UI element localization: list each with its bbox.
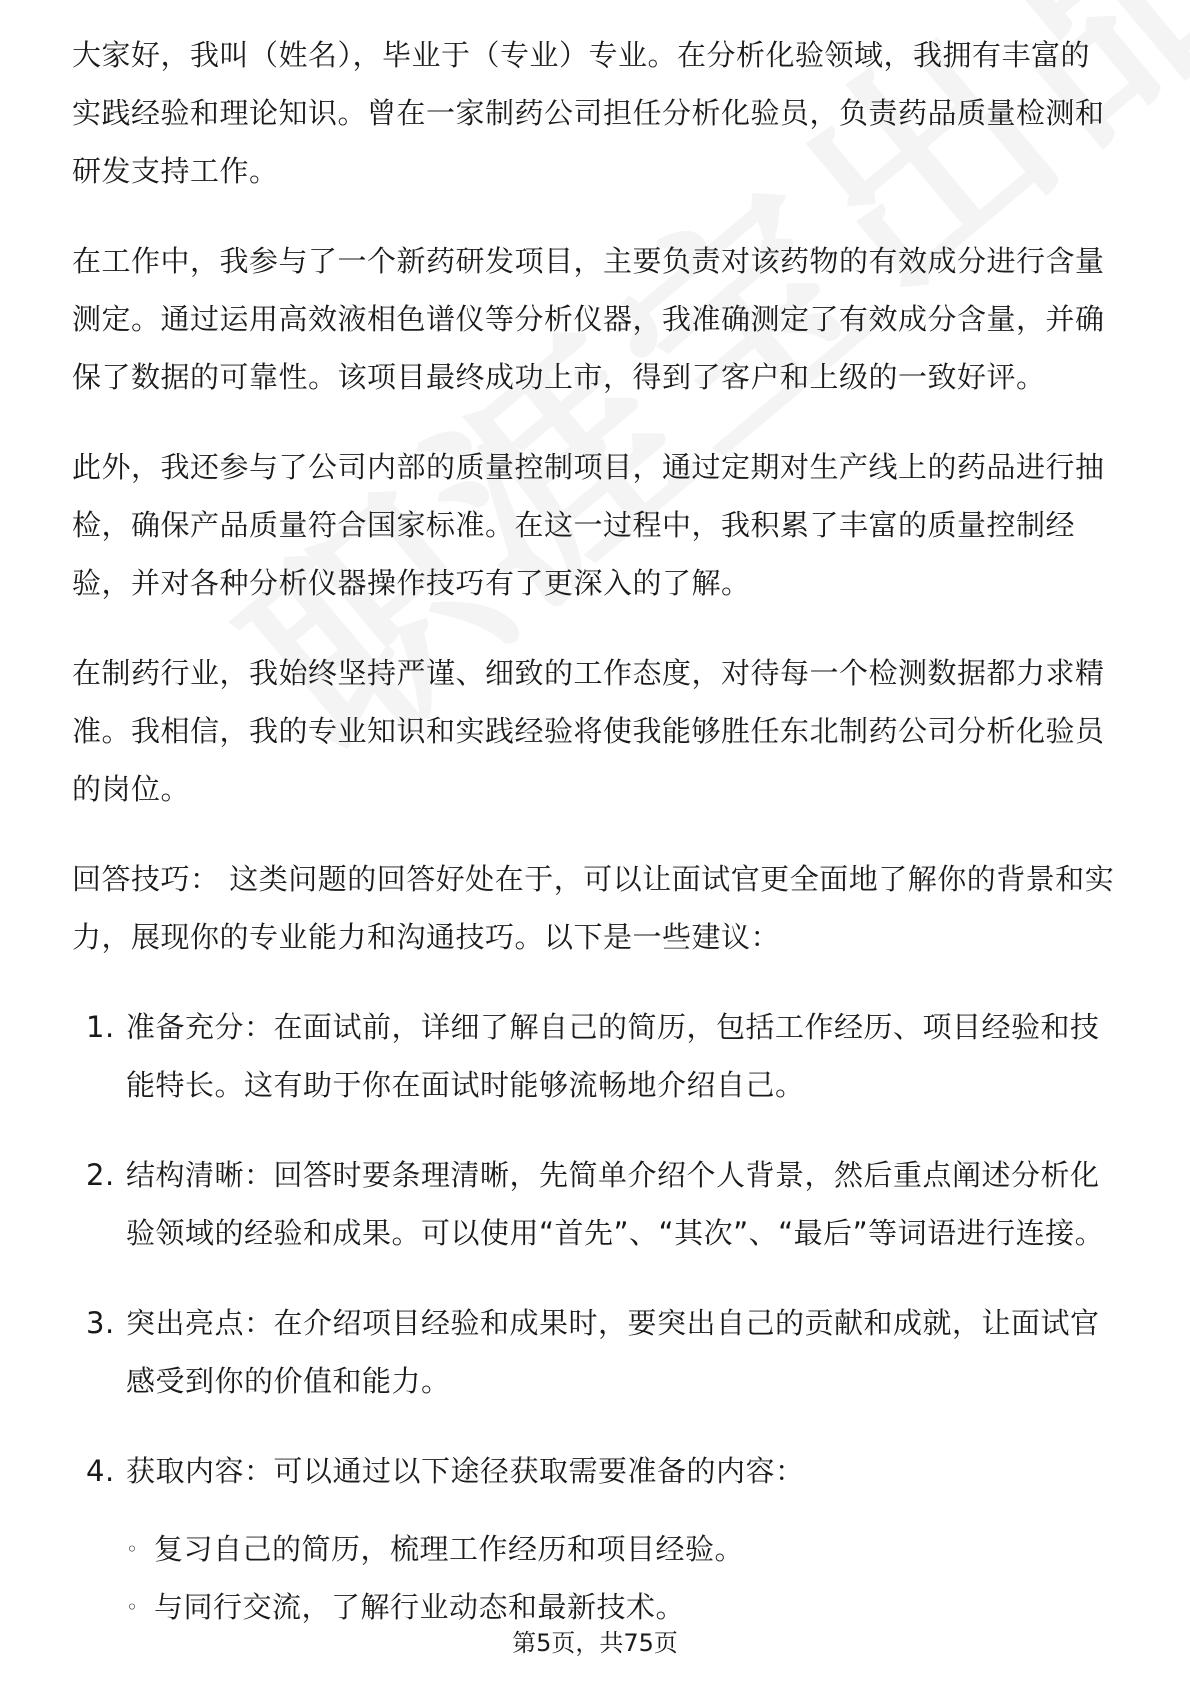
bullet-item-text: 与同行交流，了解行业动态和最新技术。 xyxy=(154,1590,686,1624)
paragraph-intro: 大家好，我叫（姓名），毕业于（专业）专业。在分析化验领域，我拥有丰富的实践经验和理论知识。曾在一家制药公司担任分析化验员，负责药品质量检测和研发支持工作。 xyxy=(72,38,1105,188)
list-item-text: 突出亮点：在介绍项目经验和成果时，要突出自己的贡献和成就，让面试官感受到你的价值和能力。 xyxy=(126,1306,1100,1398)
paragraph-quality-control: 此外，我还参与了公司内部的质量控制项目，通过定期对生产线上的药品进行抽检，确保产品质量符合国家标准。在这一过程中，我积累了丰富的质量控制经验，并对各种分析仪器操作技巧有了更深入的了解。 xyxy=(72,450,1105,600)
bullet-item-text: 复习自己的简历，梳理工作经历和项目经验。 xyxy=(154,1532,745,1566)
list-item xyxy=(72,998,1118,1114)
paragraph-attitude: 在制药行业，我始终坚持严谨、细致的工作态度，对待每一个检测数据都力求精准。我相信，我的专业知识和实践经验将使我能够胜任东北制药公司分析化验员的岗位。 xyxy=(72,656,1105,806)
paragraph-answer-tips: 回答技巧： 这类问题的回答好处在于，可以让面试官更全面地了解你的背景和实力，展现你的专业能力和沟通技巧。以下是一些建议： xyxy=(72,862,1115,954)
list-item xyxy=(72,1442,1118,1500)
list-number: 1. xyxy=(86,1010,115,1044)
list-item-text: 结构清晰：回答时要条理清晰，先简单介绍个人背景，然后重点阐述分析化验领域的经验和成果。可以使用“首先”、“其次”、“最后”等词语进行连接。 xyxy=(126,1158,1105,1250)
list-item xyxy=(72,1146,1118,1262)
list-number: 2. xyxy=(86,1158,115,1192)
list-number: 3. xyxy=(86,1306,115,1340)
bullet-icon: ◦ xyxy=(126,1537,139,1561)
paragraph-project: 在工作中，我参与了一个新药研发项目，主要负责对该药物的有效成分进行含量测定。通过运用高效液相色谱仪等分析仪器，我准确测定了有效成分含量，并确保了数据的可靠性。该项目最终成功上市，得到了客户和上级的一致好评。 xyxy=(72,244,1105,394)
list-number: 4. xyxy=(86,1454,115,1488)
bullet-item xyxy=(126,1520,1118,1578)
bullet-icon: ◦ xyxy=(126,1595,139,1619)
list-item-text: 准备充分：在面试前，详细了解自己的简历，包括工作经历、项目经验和技能特长。这有助于你在面试时能够流畅地介绍自己。 xyxy=(126,1010,1100,1102)
list-item-text: 获取内容：可以通过以下途径获取需要准备的内容： xyxy=(126,1454,805,1488)
tips-numbered-list xyxy=(72,998,1118,1500)
document-body xyxy=(72,26,1118,1636)
page-footer: 第5页，共75页 xyxy=(512,1629,678,1657)
list-item xyxy=(72,1294,1118,1410)
content-sources-list xyxy=(126,1520,1118,1636)
